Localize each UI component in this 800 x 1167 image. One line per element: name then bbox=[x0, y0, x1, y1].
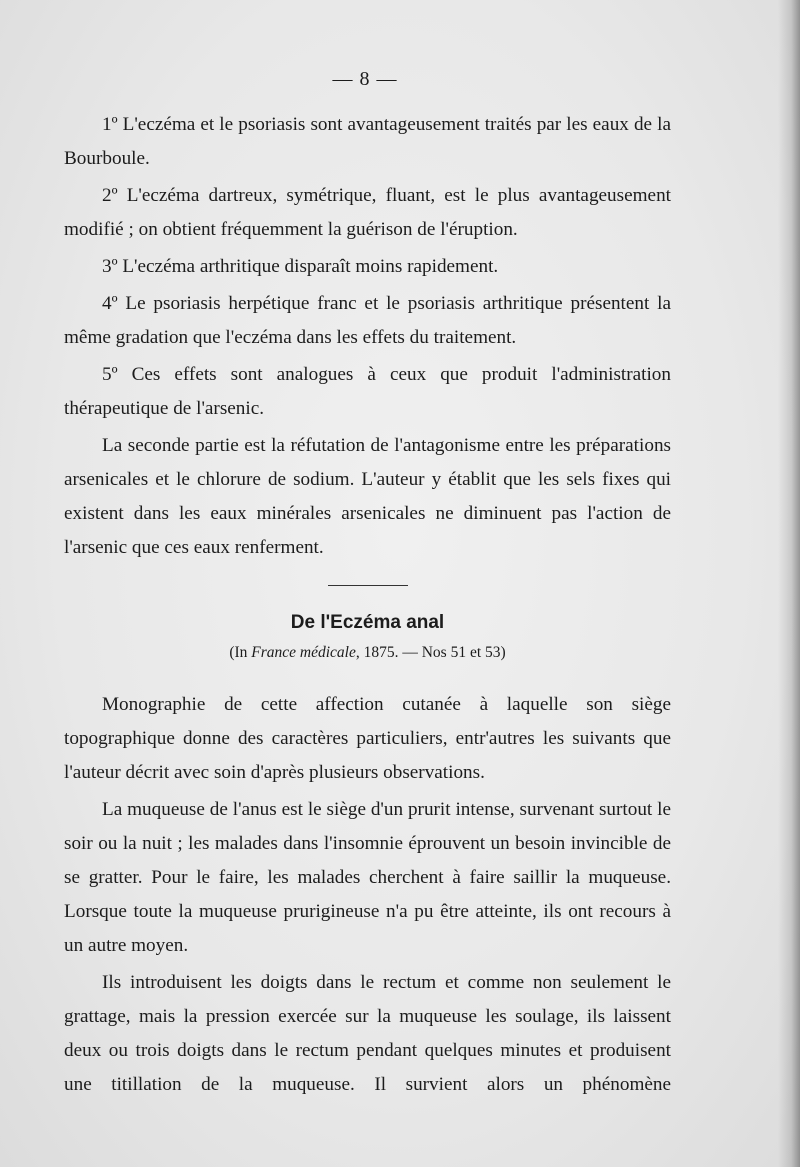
citation-suffix: , 1875. — Nos 51 et 53) bbox=[355, 644, 506, 661]
page-edge-shadow bbox=[778, 0, 800, 1167]
body-text bbox=[64, 108, 671, 1102]
list-item-3: 3º L'eczéma arthritique disparaît moins rapidement. bbox=[102, 256, 499, 277]
section-citation bbox=[64, 642, 671, 664]
page-number: — 8 — bbox=[332, 68, 398, 90]
section-paragraph-3: Ils introduisent les doigts dans le rectum et comme non seulement le grattage, mais la pression exercée sur la muqueuse les soulage, ils laissent deux ou trois doigts dans le rectum pendant quelques minutes et produisent une titillation de la muqueuse. Il survient alors un phénomène bbox=[64, 972, 671, 1095]
list-item-4: 4º Le psoriasis herpétique franc et le psoriasis arthritique présentent la même gradation que l'eczéma dans les effets du traitement. bbox=[64, 293, 671, 348]
section-title: De l'Eczéma anal bbox=[290, 612, 445, 633]
section-divider bbox=[328, 585, 408, 586]
section-paragraph-2: La muqueuse de l'anus est le siège d'un prurit intense, survenant surtout le soir ou la nuit ; les malades dans l'insomnie éprouvent un besoin invincible de se gratter. Pour le faire, les malades cherchent à faire saillir la muqueuse. Lorsque toute la muqueuse prurigineuse n'a pu être atteinte, ils ont recours à un autre moyen. bbox=[64, 799, 671, 956]
list-item-1: 1º L'eczéma et le psoriasis sont avantageusement traités par les eaux de la Bourboule. bbox=[64, 114, 671, 169]
citation-journal: France médicale bbox=[251, 644, 356, 661]
section-paragraph-1: Monographie de cette affection cutanée à laquelle son siège topographique donne des caractères particuliers, entr'autres les suivants que l'auteur décrit avec soin d'après plusieurs observations. bbox=[64, 694, 671, 783]
list-item-5: 5º Ces effets sont analogues à ceux que produit l'administration thérapeutique de l'arsenic. bbox=[64, 364, 671, 419]
citation-prefix: (In bbox=[229, 644, 252, 661]
list-item-2: 2º L'eczéma dartreux, symétrique, fluant, est le plus avantageusement modifié ; on obtient fréquemment la guérison de l'éruption. bbox=[64, 185, 671, 240]
summary-paragraph: La seconde partie est la réfutation de l'antagonisme entre les préparations arsenicales et le chlorure de sodium. L'auteur y établit que les sels fixes qui existent dans les eaux minérales arsenicales ne diminuent pas l'action de l'arsenic que ces eaux renferment. bbox=[64, 435, 671, 558]
